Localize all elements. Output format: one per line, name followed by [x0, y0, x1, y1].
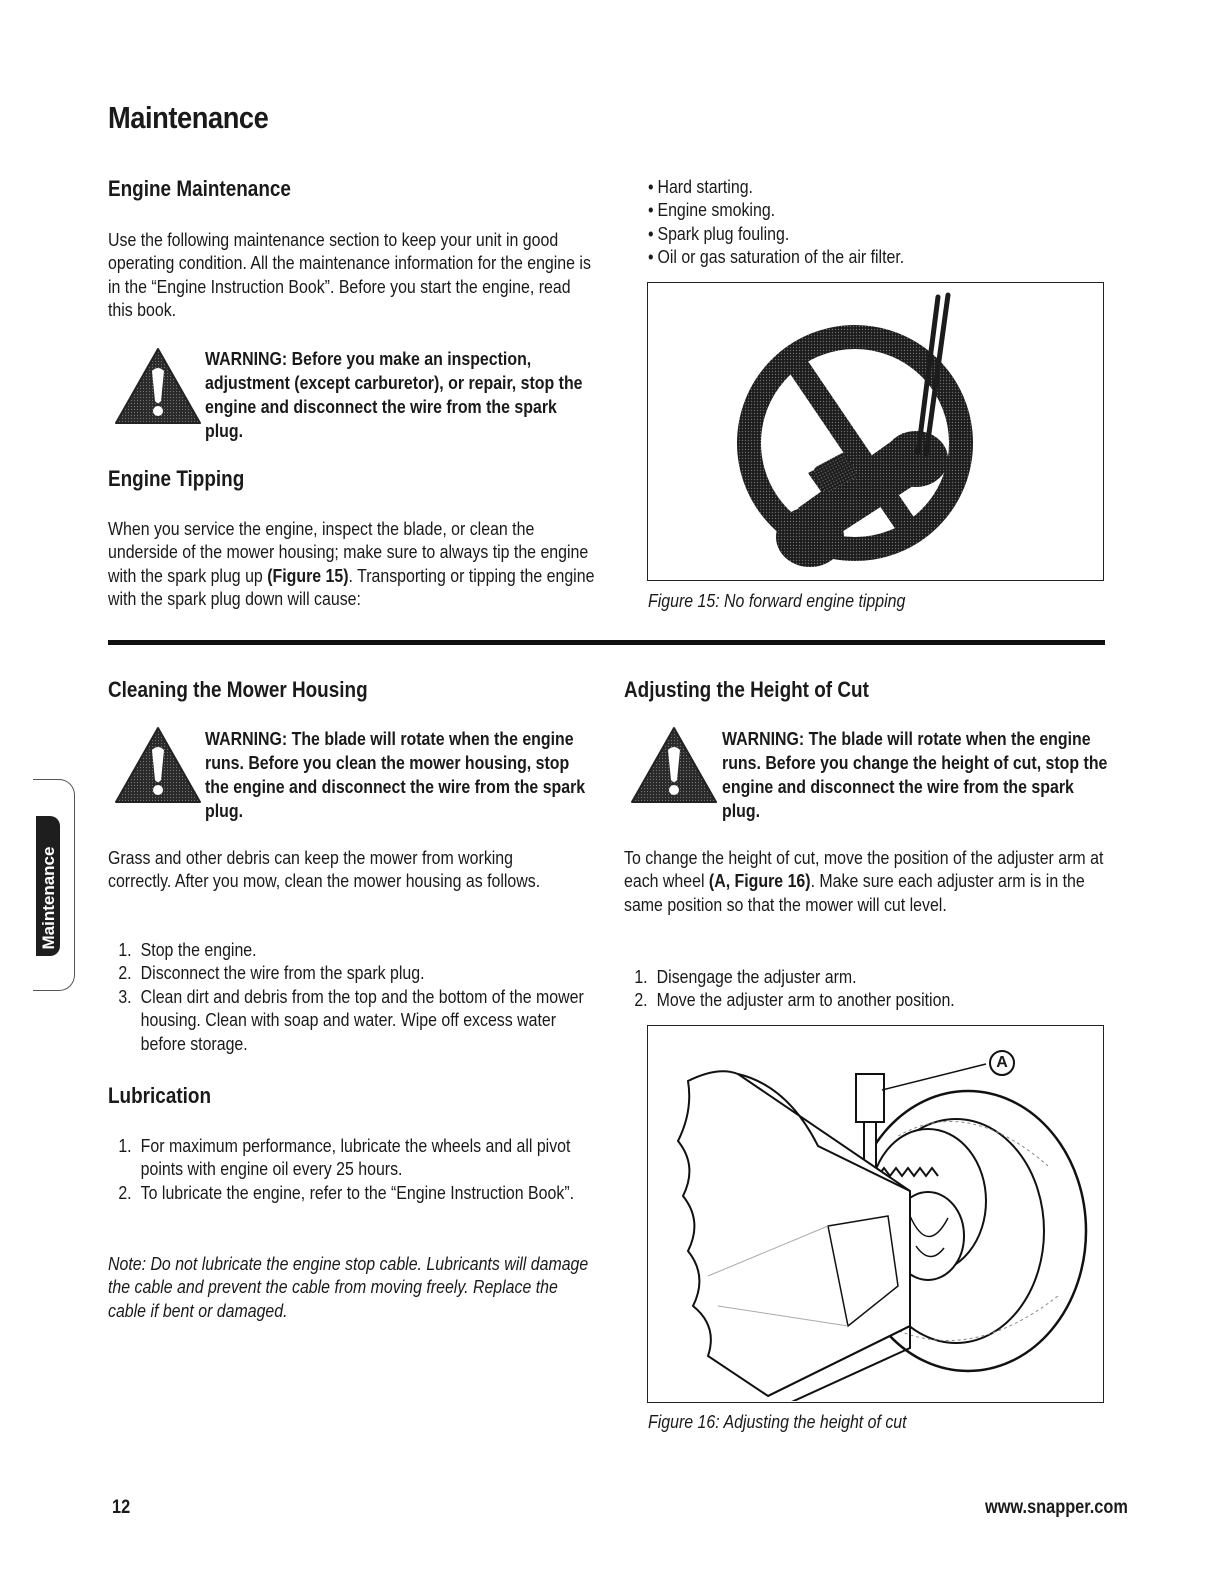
step-text: For maximum performance, lubricate the wheels and all pivot points with engine oil every 25 hours. — [140, 1135, 571, 1180]
list-item — [108, 961, 600, 984]
cleaning-body: Grass and other debris can keep the mower from working correctly. After you mow, clean the mower housing as follows. — [108, 847, 541, 892]
figure-15-reference: (Figure 15) — [267, 564, 349, 586]
figure-16 — [647, 1025, 1104, 1403]
side-tab-label: Maintenance — [39, 846, 58, 950]
side-tab — [33, 779, 75, 991]
step-number: 3. — [118, 985, 132, 1007]
step-number: 1. — [118, 1135, 132, 1156]
step-number: 1. — [634, 966, 648, 987]
engine-maintenance-warning: WARNING: Before you make an inspection, adjustment (except carburetor), or repair, stop the engine and disconnect the wire from the spark plug. — [205, 348, 583, 441]
side-tab-fill — [36, 816, 60, 956]
cleaning-steps — [108, 938, 600, 1055]
list-item — [108, 938, 600, 961]
step-number: 2. — [118, 962, 132, 984]
height-of-cut-body — [624, 846, 1106, 916]
step-text: Stop the engine. — [140, 939, 257, 960]
step-text: Disconnect the wire from the spark plug. — [140, 962, 425, 984]
figure-15 — [647, 282, 1104, 581]
warning-icon — [628, 724, 720, 806]
list-item — [108, 1134, 600, 1181]
height-adjuster-illustration — [648, 1026, 1102, 1401]
height-of-cut-body-text-1: To change the height of cut, move the position of the adjuster arm at each wheel — [624, 847, 1104, 892]
list-item: • Spark plug fouling. — [648, 222, 1044, 245]
height-of-cut-heading: Adjusting the Height of Cut — [624, 677, 869, 702]
step-number: 2. — [118, 1181, 132, 1203]
page-title: Maintenance — [108, 100, 269, 135]
cleaning-heading: Cleaning the Mower Housing — [108, 677, 368, 702]
cleaning-warning: WARNING: The blade will rotate when the engine runs. Before you clean the mower housing, stop the engine and disconnect the wire from the spark plug. — [205, 728, 586, 821]
figure-16-caption: Figure 16: Adjusting the height of cut — [648, 1411, 907, 1432]
no-tipping-illustration — [648, 283, 1102, 579]
lubrication-heading: Lubrication — [108, 1083, 212, 1108]
engine-tipping-body-text-2: . Transporting or tipping the engine with the spark plug down will cause: — [108, 564, 595, 610]
list-item — [108, 985, 600, 1055]
figure-15-caption: Figure 15: No forward engine tipping — [648, 590, 906, 611]
lubrication-steps — [108, 1134, 600, 1204]
step-text: Disengage the adjuster arm. — [656, 966, 857, 987]
list-item — [108, 1181, 600, 1204]
list-item — [624, 965, 1106, 988]
engine-tipping-heading: Engine Tipping — [108, 466, 245, 491]
section-divider — [108, 640, 1105, 645]
website-link[interactable]: www.snapper.com — [985, 1497, 1128, 1518]
list-item: • Oil or gas saturation of the air filter. — [648, 245, 1044, 268]
height-of-cut-steps — [624, 965, 1106, 1012]
step-text: To lubricate the engine, refer to the “Engine Instruction Book”. — [140, 1181, 575, 1203]
step-text: Move the adjuster arm to another position. — [656, 989, 955, 1011]
engine-maintenance-body: Use the following maintenance section to keep your unit in good operating condition. All the maintenance information for the engine is in the “Engine Instruction Book”. Before you start the engine, read this book. — [108, 229, 591, 321]
step-text: Clean dirt and debris from the top and the bottom of the mower housing. Clean with soap and water. Wipe off excess water before storage. — [140, 985, 584, 1054]
engine-tipping-body — [108, 517, 600, 611]
warning-icon — [112, 345, 204, 427]
engine-maintenance-heading: Engine Maintenance — [108, 176, 291, 201]
height-of-cut-warning: WARNING: The blade will rotate when the engine runs. Before you change the height of cut, stop the engine and disconnect the wire from the spark plug. — [722, 728, 1108, 821]
lubrication-note: Note: Do not lubricate the engine stop cable. Lubricants will damage the cable and prevent the cable from moving freely. Replace the cable if bent or damaged. — [108, 1253, 589, 1321]
height-of-cut-body-text-2: . Make sure each adjuster arm is in the same position so that the mower will cut level. — [624, 870, 1085, 915]
list-item: • Engine smoking. — [648, 198, 1044, 221]
step-number: 2. — [634, 989, 648, 1011]
list-item — [624, 988, 1106, 1011]
tipping-causes-list — [648, 175, 1044, 269]
step-number: 1. — [118, 939, 132, 960]
page-number: 12 — [112, 1497, 131, 1518]
warning-icon — [112, 724, 204, 806]
callout-a-badge: A — [989, 1050, 1015, 1076]
list-item: • Hard starting. — [648, 175, 1044, 198]
figure-16-reference: (A, Figure 16) — [708, 870, 811, 892]
engine-tipping-body-text-1: When you service the engine, inspect the blade, or clean the underside of the mower housing; make sure to always tip the engine with the spark plug up — [108, 518, 589, 586]
